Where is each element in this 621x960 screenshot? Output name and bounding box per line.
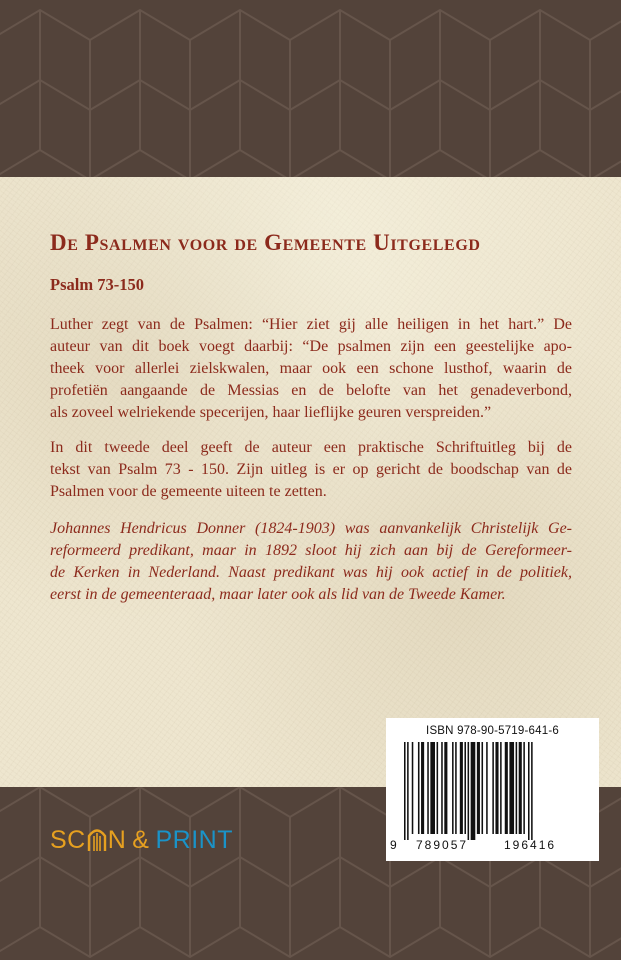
isbn-label: ISBN 978-90-5719-641-6	[426, 725, 559, 737]
barcode-bar	[460, 742, 463, 834]
isbn-barcode	[386, 718, 599, 861]
barcode-bar	[468, 742, 470, 840]
text-line: als zoveel welriekende specerijen, haar lieflijke geuren verspreiden.”	[50, 404, 492, 421]
barcode-bar	[500, 742, 502, 834]
barcode-bar	[528, 742, 530, 840]
blurb-paragraph-1	[50, 314, 572, 424]
book-title: De Psalmen voor de Gemeente Uitgelegd	[50, 230, 481, 255]
barcode-bar	[441, 742, 443, 834]
barcode-bar	[444, 742, 447, 834]
barcode-bar	[412, 742, 414, 834]
logo-text-scan-right: N	[107, 826, 127, 854]
barcode-bar	[418, 742, 420, 834]
barcode-bar	[452, 742, 454, 834]
barcode-bar	[531, 742, 533, 840]
logo-text-scan-left: SC	[50, 826, 86, 854]
author-bio	[50, 518, 572, 606]
barcode-digit-first: 9	[390, 838, 397, 852]
barcode-bar	[427, 742, 429, 834]
logo-ampersand: &	[132, 826, 150, 854]
barcode-digits-right: 196416	[504, 838, 557, 852]
text-line: Johannes Hendricus Donner (1824-1903) was aanvankelijk Christelijk Ge-	[50, 520, 572, 537]
book-subtitle: Psalm 73-150	[50, 275, 144, 294]
blurb-paragraph-2	[50, 437, 572, 503]
barcode-bar	[471, 742, 476, 840]
building-arch-icon	[87, 827, 107, 851]
text-line: Psalmen voor de gemeente uiteen te zetten.	[50, 483, 327, 500]
text-line: theek voor allerlei zielskwalen, maar ook een schone lusthof, waarin de	[50, 360, 572, 377]
chevron-pattern	[0, 0, 621, 177]
barcode-bar	[486, 742, 488, 834]
barcode-bar	[421, 742, 424, 834]
barcode-bar	[430, 742, 435, 834]
text-line: Luther zegt van de Psalmen: “Hier ziet gij alle heiligen in het hart.” De	[50, 316, 572, 333]
text-line: de Kerken in Nederland. Naast predikant was hij ook actief in de politiek,	[50, 564, 572, 581]
barcode-bar	[492, 742, 494, 834]
text-line: In dit tweede deel geeft de auteur een praktische Schriftuitleg bij de	[50, 439, 572, 456]
barcode-bar	[505, 742, 508, 834]
text-line: auteur van dit boek voegt daarbij: “De psalmen zijn een geestelijke apo-	[50, 338, 572, 355]
barcode-bar	[523, 742, 525, 834]
barcode-bar	[516, 742, 518, 834]
text-line: profetiën aangaande de Messias en de belofte van het genadeverbond,	[50, 382, 572, 399]
barcode-bar	[509, 742, 514, 834]
barcode-bar	[482, 742, 484, 834]
logo-text-print: PRINT	[155, 826, 233, 854]
text-line: eerst in de gemeenteraad, maar later ook als lid van de Tweede Kamer.	[50, 586, 506, 603]
publisher-logo	[50, 826, 233, 858]
barcode-bar	[455, 742, 457, 834]
barcode-bars	[400, 742, 590, 840]
barcode-bar	[407, 742, 409, 840]
barcode-digits-left: 789057	[416, 838, 469, 852]
barcode-bar	[477, 742, 480, 834]
text-line: tekst van Psalm 73 - 150. Zijn uitleg is er op gericht de boodschap van de	[50, 461, 572, 478]
barcode-bar	[464, 742, 466, 834]
barcode-bar	[437, 742, 439, 834]
barcode-bar	[495, 742, 498, 834]
text-line: reformeerd predikant, maar in 1892 sloot hij zich aan bij de Gereformeer-	[50, 542, 572, 559]
barcode-bar	[519, 742, 522, 834]
barcode-bar	[404, 742, 406, 840]
top-pattern-band	[0, 0, 621, 177]
